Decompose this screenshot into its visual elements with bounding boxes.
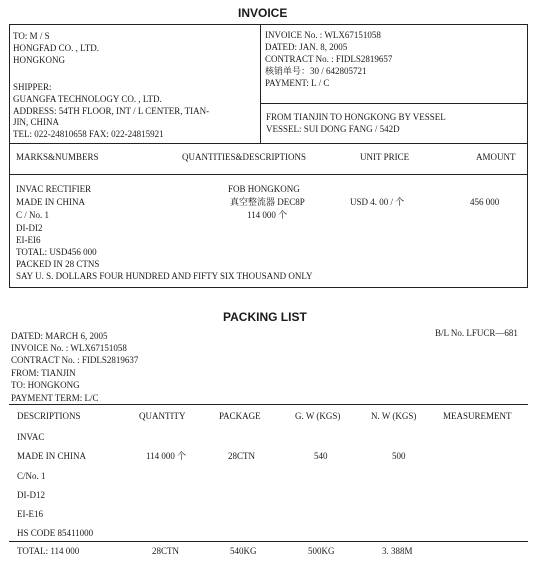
bill-of-lading-number: B/L No. LFUCR—681 (435, 328, 518, 338)
invoice-info-line: PAYMENT: L / C (265, 78, 330, 88)
invoice-info-line: 核销单号：30 / 642805721 (265, 66, 367, 76)
packing-total-measurement: 3. 388M (382, 546, 413, 556)
packing-header-net-weight: N. W (KGS) (371, 411, 417, 421)
unit-price-value: USD 4. 00 / 个 (350, 197, 405, 207)
shipper-line: ADDRESS: 54TH FLOOR, INT / L CENTER, TIAN- (13, 106, 210, 116)
invoice-total: TOTAL: USD456 000 (16, 247, 97, 257)
packing-desc-line: HS CODE 85411000 (17, 528, 94, 538)
shipper-line: GUANGFA TECHNOLOGY CO. , LTD. (13, 94, 162, 104)
packing-header-quantity: QUANTITY (139, 411, 186, 421)
fob-term: FOB HONGKONG (228, 184, 300, 194)
packing-header-descriptions: DESCRIPTIONS (17, 411, 81, 421)
packing-total-gross-weight: 540KG (230, 546, 257, 556)
packing-meta-line: DATED: MARCH 6, 2005 (11, 331, 108, 341)
shipper-line: SHIPPER: (13, 82, 52, 92)
packing-list-title: PACKING LIST (223, 310, 307, 324)
packing-header-measurement: MEASUREMENT (443, 411, 512, 421)
consignee-line: TO: M / S (13, 31, 50, 41)
invoice-title: INVOICE (238, 6, 288, 20)
mark-line: MADE IN CHINA (16, 197, 85, 207)
packing-desc-line: EI-E16 (17, 509, 43, 519)
packing-table-top-rule (9, 404, 528, 405)
packing-package: 28CTN (228, 451, 255, 461)
shipper-line: TEL: 022-24810658 FAX: 022-24815921 (13, 129, 164, 139)
packing-desc-line: INVAC (17, 432, 45, 442)
mark-line: C / No. 1 (16, 210, 50, 220)
packing-desc-line: C/No. 1 (17, 471, 46, 481)
packing-meta-line: TO: HONGKONG (11, 380, 80, 390)
consignee-line: HONGFAD CO. , LTD. (13, 43, 100, 53)
packing-total-net-weight: 500KG (308, 546, 335, 556)
header-marks-numbers: MARKS&NUMBERS (16, 152, 99, 162)
route-line: VESSEL: SUI DONG FANG / 542D (266, 124, 400, 134)
header-amount: AMOUNT (476, 152, 516, 162)
consignee-line: HONGKONG (13, 55, 65, 65)
shipper-line: JIN, CHINA (13, 117, 59, 127)
packing-total-rule (9, 541, 528, 542)
packing-net-weight: 500 (392, 451, 406, 461)
packing-meta-line: PAYMENT TERM: L/C (11, 393, 99, 403)
packing-total-label: TOTAL: 114 000 (17, 546, 80, 556)
invoice-divider-vertical (260, 24, 261, 143)
invoice-info-line: INVOICE No. : WLX67151058 (265, 30, 381, 40)
packing-header-gross-weight: G. W (KGS) (295, 411, 341, 421)
amount-in-words: SAY U. S. DOLLARS FOUR HUNDRED AND FIFTY SIX THOUSAND ONLY (16, 271, 313, 281)
mark-line: DI-DI2 (16, 223, 43, 233)
mark-line: INVAC RECTIFIER (16, 184, 92, 194)
packing-meta-line: INVOICE No. : WLX67151058 (11, 343, 127, 353)
packing-meta-line: FROM: TIANJIN (11, 368, 76, 378)
invoice-divider-header (9, 143, 528, 144)
packing-gross-weight: 540 (314, 451, 328, 461)
header-unit-price: UNIT PRICE (360, 152, 410, 162)
packing-total-package: 28CTN (152, 546, 179, 556)
invoice-info-line: DATED: JAN. 8, 2005 (265, 42, 348, 52)
packing-header-package: PACKAGE (219, 411, 261, 421)
header-quantities-descriptions: QUANTITIES&DESCRIPTIONS (182, 152, 307, 162)
invoice-divider-body (9, 174, 528, 175)
packed-in: PACKED IN 28 CTNS (16, 259, 100, 269)
invoice-divider-info (260, 103, 528, 104)
route-line: FROM TIANJIN TO HONGKONG BY VESSEL (266, 112, 446, 122)
product-name: 真空整流器 DEC8P (230, 197, 305, 207)
invoice-info-line: CONTRACT No. : FIDLS2819657 (265, 54, 393, 64)
packing-desc-line: MADE IN CHINA (17, 451, 86, 461)
packing-desc-line: DI-D12 (17, 490, 45, 500)
product-quantity: 114 000 个 (247, 210, 288, 220)
packing-quantity: 114 000 个 (146, 451, 187, 461)
packing-meta-line: CONTRACT No. : FIDLS2819637 (11, 355, 139, 365)
mark-line: EI-EI6 (16, 235, 41, 245)
amount-value: 456 000 (470, 197, 500, 207)
